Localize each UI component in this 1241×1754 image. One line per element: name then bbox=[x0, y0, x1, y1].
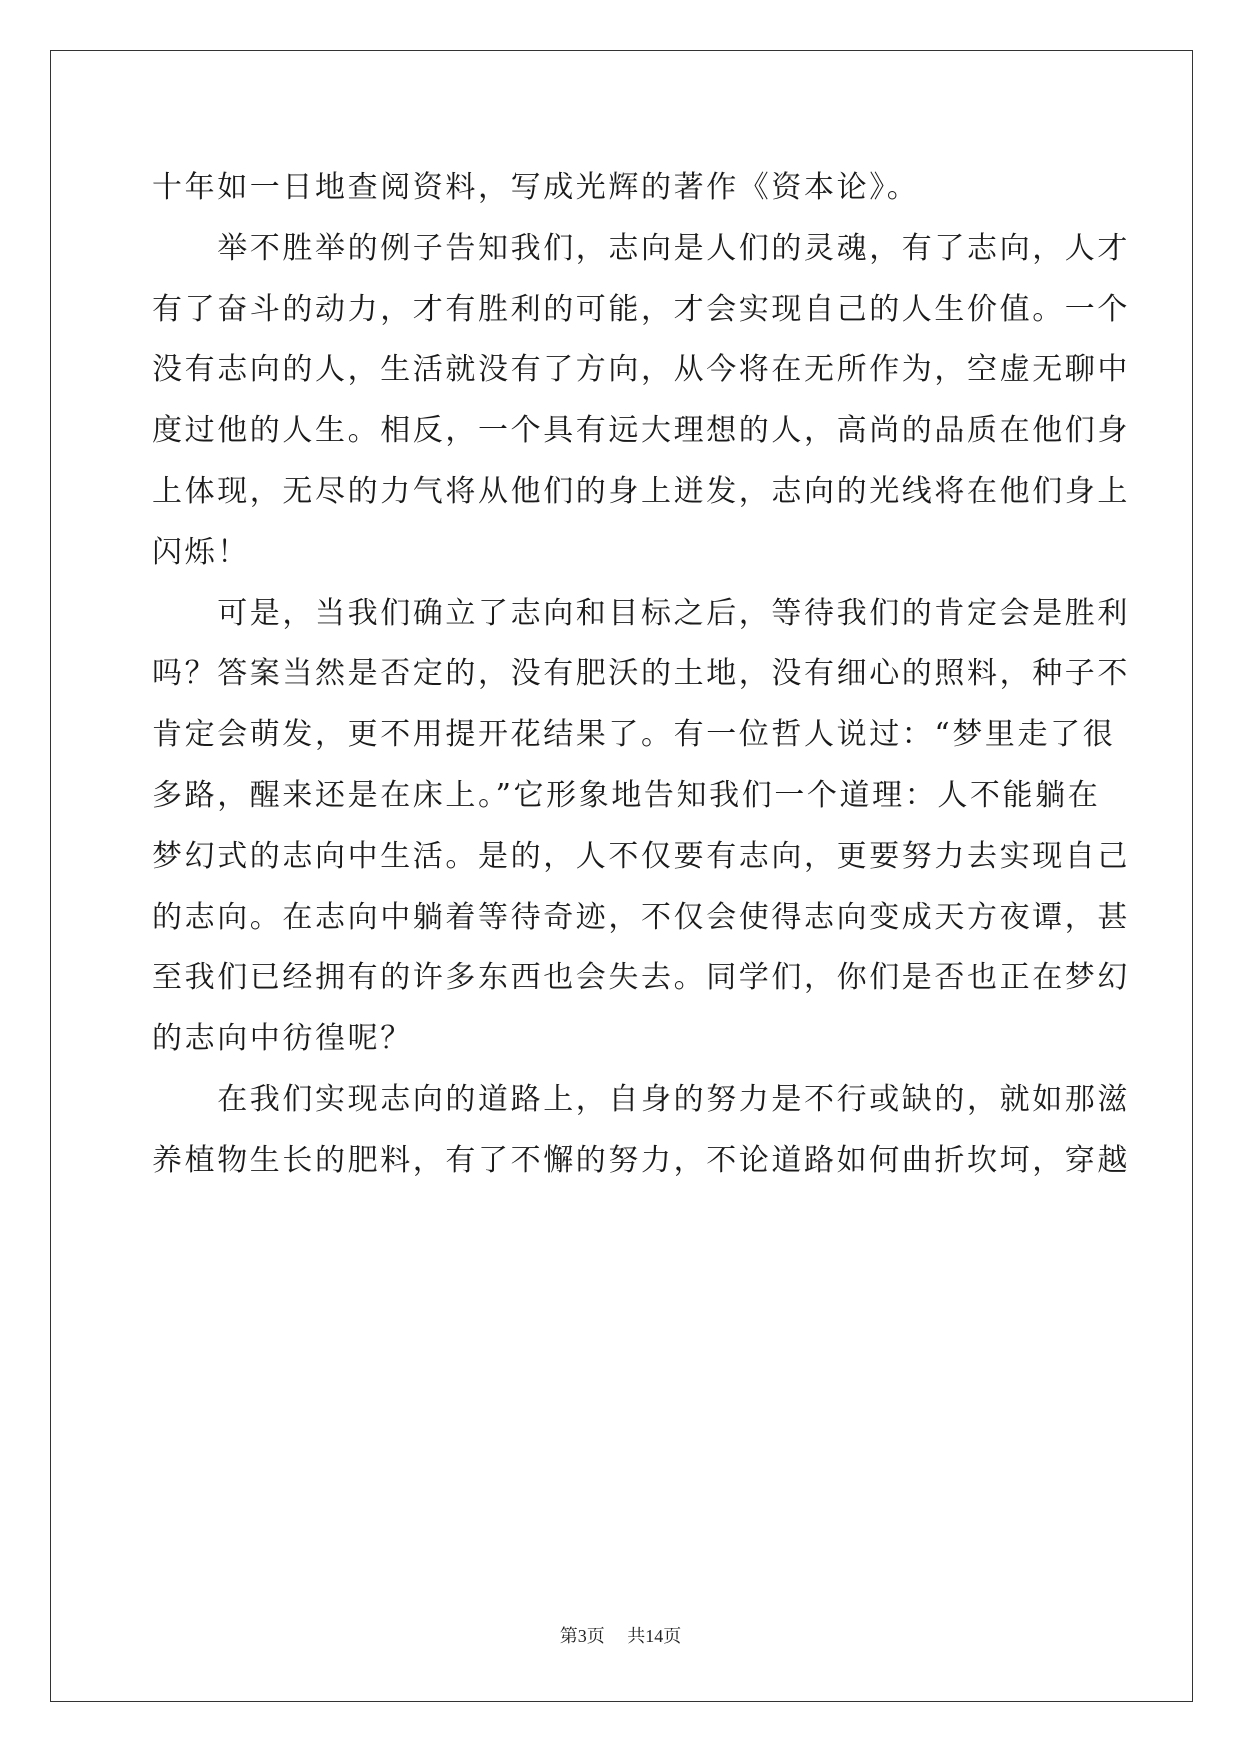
text-line: 梦幻式的志向中生活。是的，人不仅要有志向，更要努力去实现自己 bbox=[152, 838, 1130, 874]
text-line: 闪烁！ bbox=[152, 534, 250, 570]
text-line: 在我们实现志向的道路上，自身的努力是不行或缺的，就如那滋 bbox=[152, 1081, 1130, 1117]
text-line: 有了奋斗的动力，才有胜利的可能，才会实现自己的人生价值。一个 bbox=[152, 291, 1130, 327]
text-line: 养植物生长的肥料，有了不懈的努力，不论道路如何曲折坎坷，穿越 bbox=[152, 1142, 1130, 1178]
text-line: 举不胜举的例子告知我们，志向是人们的灵魂，有了志向，人才 bbox=[152, 230, 1130, 266]
text-line: 十年如一日地查阅资料，写成光辉的著作《资本论》。 bbox=[152, 170, 920, 205]
text-line: 可是，当我们确立了志向和目标之后，等待我们的肯定会是胜利 bbox=[152, 595, 1130, 631]
text-line: 多路，醒来还是在床上。”它形象地告知我们一个道理：人不能躺在 bbox=[152, 777, 1101, 813]
text-line: 的志向。在志向中躺着等待奇迹，不仅会使得志向变成天方夜谭，甚 bbox=[152, 899, 1130, 935]
total-pages: 共14页 bbox=[627, 1626, 682, 1646]
page-number: 第3页 bbox=[559, 1626, 605, 1646]
text-line: 度过他的人生。相反，一个具有远大理想的人，高尚的品质在他们身 bbox=[152, 413, 1130, 449]
document-body bbox=[152, 158, 1130, 1192]
text-line: 吗？答案当然是否定的，没有肥沃的土地，没有细心的照料，种子不 bbox=[152, 656, 1130, 692]
text-line: 上体现，无尽的力气将从他们的身上迸发，志向的光线将在他们身上 bbox=[152, 473, 1130, 509]
text-line: 肯定会萌发，更不用提开花结果了。有一位哲人说过：“梦里走了很 bbox=[152, 717, 1116, 753]
text-line: 的志向中彷徨呢？ bbox=[152, 1021, 413, 1057]
text-line: 至我们已经拥有的许多东西也会失去。同学们，你们是否也正在梦幻 bbox=[152, 960, 1130, 996]
text-line: 没有志向的人，生活就没有了方向，从今将在无所作为，空虚无聊中 bbox=[152, 352, 1130, 388]
page-footer bbox=[0, 1622, 1241, 1648]
